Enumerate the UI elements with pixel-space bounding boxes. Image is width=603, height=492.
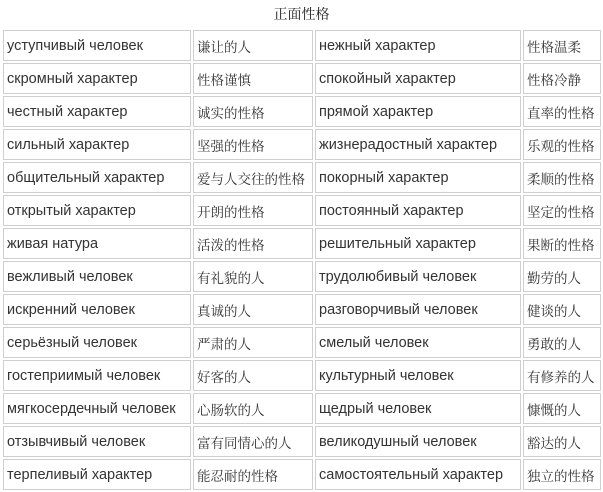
table-row: [3, 30, 601, 61]
table-row: [3, 327, 601, 358]
chinese-translation-cell: 独立的性格: [523, 459, 601, 490]
chinese-translation-cell: 直率的性格: [523, 96, 601, 127]
russian-term-cell: трудолюбивый человек: [315, 261, 521, 292]
russian-term-cell: решительный характер: [315, 228, 521, 259]
chinese-translation-cell: 慷慨的人: [523, 393, 601, 424]
chinese-translation-cell: 有礼貌的人: [193, 261, 313, 292]
russian-term-cell: жизнерадостный характер: [315, 129, 521, 160]
russian-term-cell: покорный характер: [315, 162, 521, 193]
russian-term-cell: мягкосердечный человек: [3, 393, 191, 424]
russian-term-cell: отзывчивый человек: [3, 426, 191, 457]
russian-term-cell: честный характер: [3, 96, 191, 127]
table-row: [3, 96, 601, 127]
russian-term-cell: самостоятельный характер: [315, 459, 521, 490]
russian-term-cell: сильный характер: [3, 129, 191, 160]
russian-term-cell: скромный характер: [3, 63, 191, 94]
chinese-translation-cell: 柔顺的性格: [523, 162, 601, 193]
chinese-translation-cell: 心肠软的人: [193, 393, 313, 424]
chinese-translation-cell: 坚定的性格: [523, 195, 601, 226]
table-row: [3, 360, 601, 391]
page-title: 正面性格: [273, 6, 330, 22]
russian-term-cell: щедрый человек: [315, 393, 521, 424]
russian-term-cell: гостеприимый человек: [3, 360, 191, 391]
chinese-translation-cell: 富有同情心的人: [193, 426, 313, 457]
russian-term-cell: вежливый человек: [3, 261, 191, 292]
table-row: [3, 393, 601, 424]
chinese-translation-cell: 性格谨慎: [193, 63, 313, 94]
chinese-translation-cell: 乐观的性格: [523, 129, 601, 160]
table-row: [3, 195, 601, 226]
chinese-translation-cell: 健谈的人: [523, 294, 601, 325]
chinese-translation-cell: 坚强的性格: [193, 129, 313, 160]
russian-term-cell: разговорчивый человек: [315, 294, 521, 325]
chinese-translation-cell: 有修养的人: [523, 360, 601, 391]
table-row: [3, 426, 601, 457]
russian-term-cell: открытый характер: [3, 195, 191, 226]
chinese-translation-cell: 真诚的人: [193, 294, 313, 325]
russian-term-cell: смелый человек: [315, 327, 521, 358]
table-row: [3, 228, 601, 259]
chinese-translation-cell: 谦让的人: [193, 30, 313, 61]
chinese-translation-cell: 豁达的人: [523, 426, 601, 457]
chinese-translation-cell: 性格冷静: [523, 63, 601, 94]
chinese-translation-cell: 诚实的性格: [193, 96, 313, 127]
russian-term-cell: великодушный человек: [315, 426, 521, 457]
russian-term-cell: культурный человек: [315, 360, 521, 391]
table-row: [3, 261, 601, 292]
chinese-translation-cell: 能忍耐的性格: [193, 459, 313, 490]
chinese-translation-cell: 勇敢的人: [523, 327, 601, 358]
chinese-translation-cell: 活泼的性格: [193, 228, 313, 259]
russian-term-cell: постоянный характер: [315, 195, 521, 226]
chinese-translation-cell: 性格温柔: [523, 30, 601, 61]
table-row: [3, 63, 601, 94]
chinese-translation-cell: 开朗的性格: [193, 195, 313, 226]
chinese-translation-cell: 严肃的人: [193, 327, 313, 358]
table-row: [3, 129, 601, 160]
table-row: [3, 162, 601, 193]
russian-term-cell: терпеливый характер: [3, 459, 191, 490]
russian-term-cell: уступчивый человек: [3, 30, 191, 61]
russian-term-cell: живая натура: [3, 228, 191, 259]
russian-term-cell: прямой характер: [315, 96, 521, 127]
chinese-translation-cell: 爱与人交往的性格: [193, 162, 313, 193]
vocabulary-table-body: [3, 30, 601, 490]
russian-term-cell: серьёзный человек: [3, 327, 191, 358]
table-row: [3, 294, 601, 325]
russian-term-cell: общительный характер: [3, 162, 191, 193]
chinese-translation-cell: 果断的性格: [523, 228, 601, 259]
vocabulary-table: [1, 28, 603, 492]
russian-term-cell: искренний человек: [3, 294, 191, 325]
table-row: [3, 459, 601, 490]
chinese-translation-cell: 好客的人: [193, 360, 313, 391]
chinese-translation-cell: 勤劳的人: [523, 261, 601, 292]
russian-term-cell: нежный характер: [315, 30, 521, 61]
russian-term-cell: спокойный характер: [315, 63, 521, 94]
